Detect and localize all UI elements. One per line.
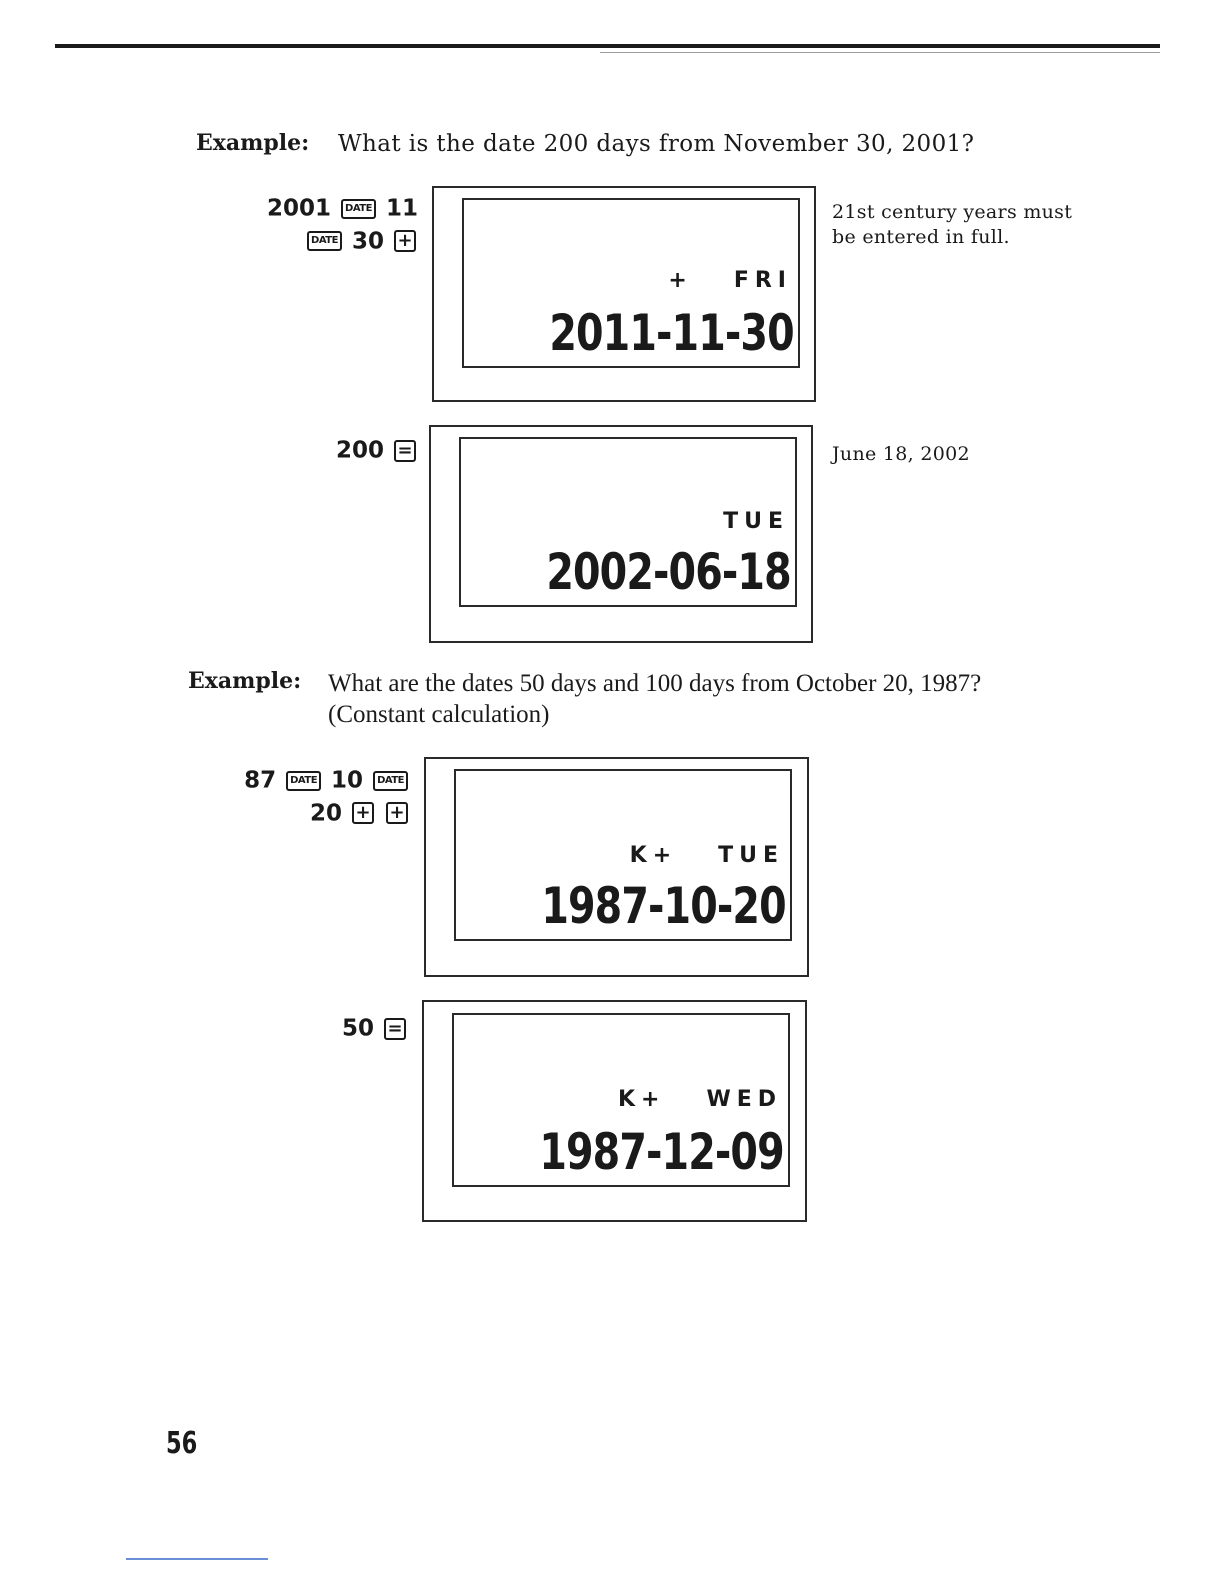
date-key: DATE <box>307 231 342 251</box>
key-sequence-line <box>336 434 418 467</box>
date-key: DATE <box>286 771 321 791</box>
plus-key: + <box>352 802 374 824</box>
header-rule-thin <box>600 52 1160 53</box>
display-screen <box>462 198 800 368</box>
display-screen <box>452 1013 790 1187</box>
display-indicator: + FRI <box>668 268 792 293</box>
display-value: 2011-11-30 <box>549 304 794 362</box>
key-input-value: 20 <box>309 800 342 826</box>
example-1-label: Example: <box>196 130 310 156</box>
key-sequence-line <box>267 192 418 225</box>
note-line: June 18, 2002 <box>832 443 970 465</box>
display-value: 1987-12-09 <box>539 1123 784 1181</box>
note-line: 21st century years must <box>832 201 1073 223</box>
key-input-value: 10 <box>331 767 364 794</box>
display-screen <box>454 769 792 941</box>
key-sequence-line <box>244 797 410 830</box>
example-2-label: Example: <box>188 668 302 694</box>
key-sequence <box>267 192 418 257</box>
key-input-value: 11 <box>385 195 418 222</box>
step-note <box>832 200 1072 250</box>
question-line: (Constant calculation) <box>328 701 550 728</box>
key-input-value: 87 <box>244 767 277 794</box>
plus-key: + <box>386 802 408 824</box>
key-sequence <box>336 434 418 467</box>
key-sequence-line <box>244 764 410 797</box>
key-input-value: 2001 <box>267 195 332 222</box>
key-sequence-line <box>342 1012 408 1045</box>
calculator-display <box>424 757 809 977</box>
date-key: DATE <box>341 199 376 219</box>
question-line: What are the dates 50 days and 100 days from October 20, 1987? <box>328 670 982 697</box>
key-input-value: 200 <box>335 437 384 464</box>
example-1-question: What is the date 200 days from November 30, 2001? <box>338 131 975 157</box>
display-value: 2002-06-18 <box>546 543 791 601</box>
equals-key: = <box>384 1018 406 1040</box>
display-screen <box>459 437 797 607</box>
plus-key: + <box>394 230 416 252</box>
display-indicator: K+ TUE <box>629 843 784 868</box>
display-value: 1987-10-20 <box>541 877 786 935</box>
date-key: DATE <box>373 771 408 791</box>
key-input-value: 50 <box>341 1015 374 1042</box>
header-rule <box>55 44 1160 48</box>
footer-rule <box>126 1558 268 1560</box>
key-sequence <box>244 764 410 829</box>
step-note <box>832 442 970 467</box>
key-input-value: 30 <box>351 228 384 254</box>
calculator-display <box>432 186 816 402</box>
page-number: 56 <box>166 1426 198 1461</box>
example-2-question <box>328 668 981 730</box>
equals-key: = <box>394 440 416 462</box>
note-line: be entered in full. <box>832 226 1010 248</box>
display-indicator: K+ WED <box>617 1087 782 1112</box>
calculator-display <box>422 1000 807 1222</box>
calculator-display <box>429 425 813 643</box>
display-indicator: TUE <box>723 509 789 534</box>
key-sequence <box>342 1012 408 1045</box>
key-sequence-line <box>267 225 418 258</box>
